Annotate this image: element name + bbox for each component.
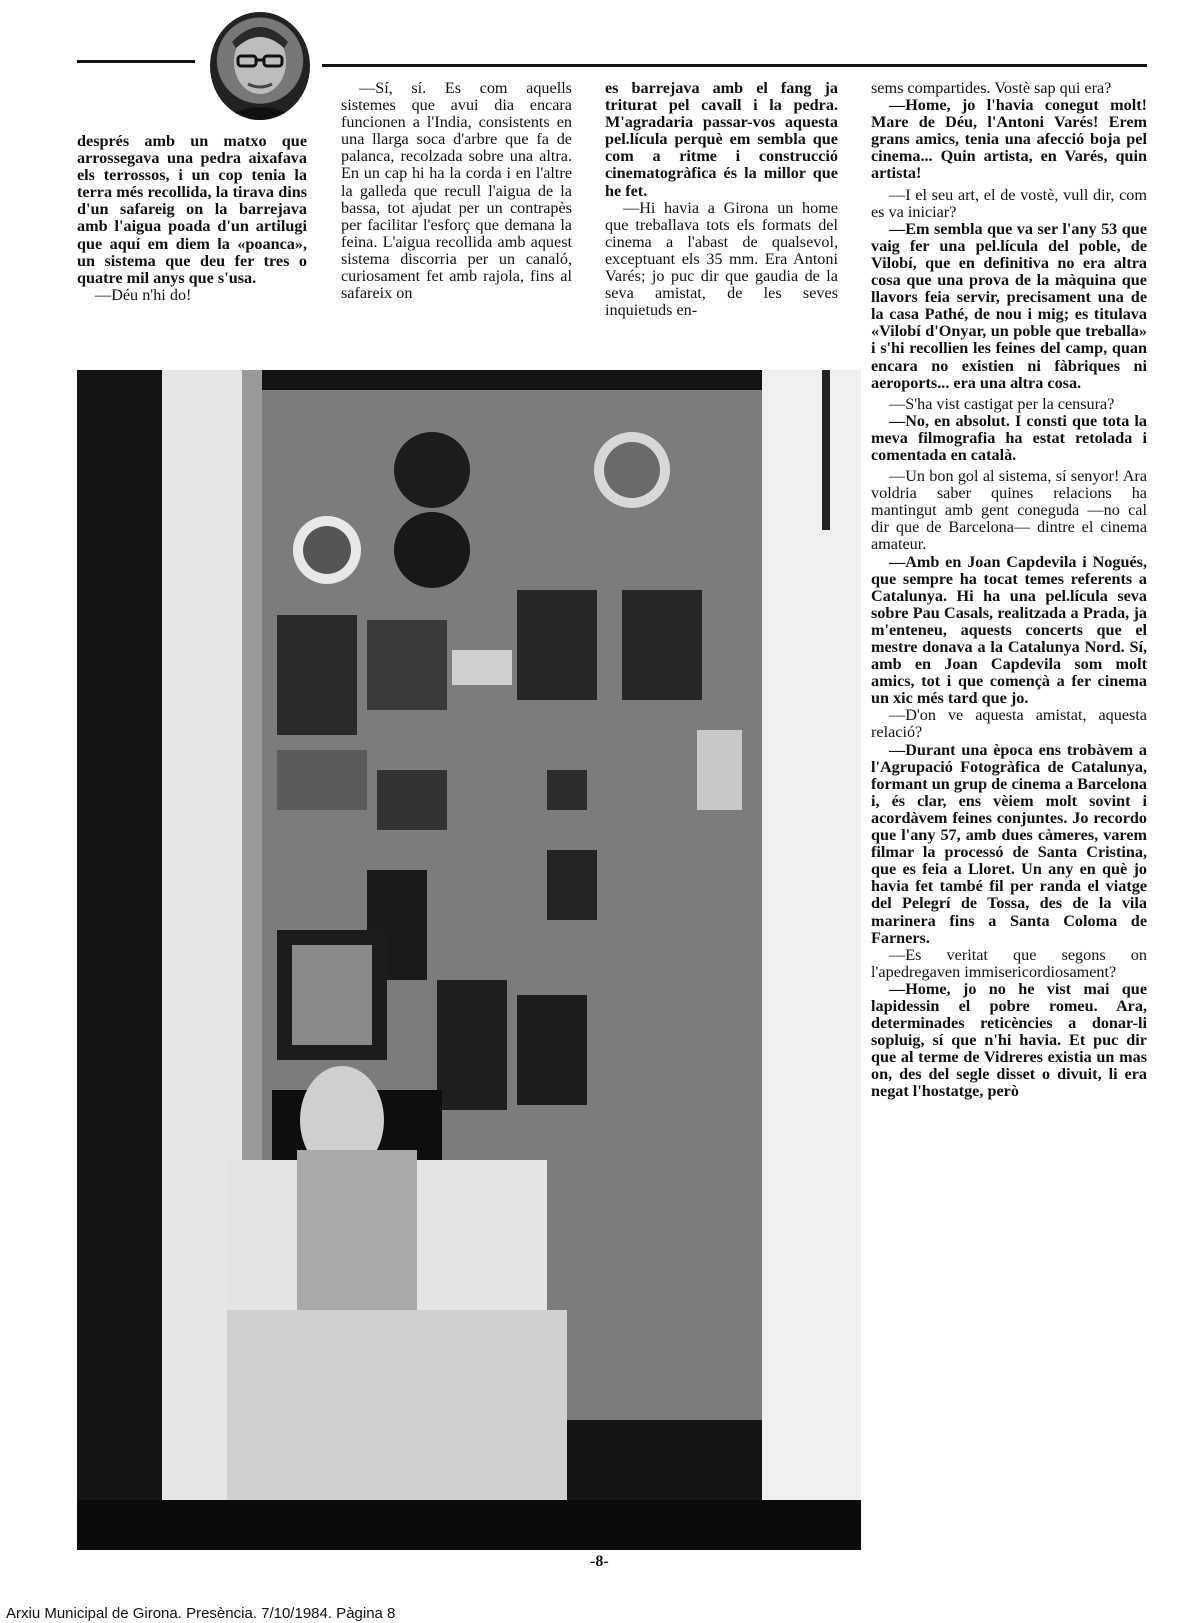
archive-footer: Arxiu Municipal de Girona. Presència. 7/10/1984. Pàgina 8 xyxy=(6,1605,396,1622)
col4-paragraph-6: —No, en absolut. I consti que tota la meva filmografia ha estat retolada i comentada en català. xyxy=(871,411,1147,464)
column-1 xyxy=(77,133,307,304)
col3-paragraph-2: —Hi havia a Girona un home que treballava tots els formats del cinema a l'abast de qualsevol, exceptuant els 35 mm. Era Antoni Varés; jo puc dir que gaudia de la seva amistat, de les seves inquietuds en- xyxy=(605,198,838,320)
col4-paragraph-5: —S'ha vist castigat per la censura? xyxy=(889,394,1115,413)
col1-paragraph-1: després amb un matxo que arrossegava una pedra aixafava els terrossos, i un cop tenia la terra més recollida, la tirava dins d'un safareig on la barrejava amb l'aigua poada d'un artilugi que aquí em diem la «poanca», un sistema que deu fer tres o quatre mil anys que s'usa. xyxy=(77,132,307,287)
author-portrait xyxy=(210,12,310,120)
column-3 xyxy=(605,80,838,319)
col2-paragraph-1: —Sí, sí. Es com aquells sistemes que avui dia encara funcionen a l'India, consistents en una llarga soca d'arbre que fa de palanca, recolzada sobre una altra. En un cap hi ha la corda i en l'altre la galleda que recull l'aigua de la bassa, tot ajudat per un contrapès per facilitar l'esforç que demana la feina. L'aigua recollida amb aquest sistema discorria per un canaló, curiosament fet amb rajola, fins al safareix on xyxy=(341,79,572,303)
col4-paragraph-1: sems compartides. Vostè sap qui era? xyxy=(871,79,1112,97)
photograph xyxy=(77,370,861,1550)
page-number: -8- xyxy=(590,1553,609,1570)
col4-paragraph-2: —Home, jo l'havia conegut molt! Mare de Déu, l'Antoni Varés! Erem grans amics, tenia una afecció boja pel cinema... Quin artista, en Varés, quin artista! xyxy=(871,96,1147,183)
col4-paragraph-12: —Home, jo no he vist mai que lapidessin el pobre romeu. Ara, determinades reticències a donar-li sopluig, sí que n'hi havia. Et puc dir que al terme de Vidreres existia un mas on, des del segle disset o divuit, li era negat l'hostatge, però xyxy=(871,979,1147,1101)
col4-paragraph-11: —Es veritat que segons on l'apedregaven immisericordiosament? xyxy=(871,945,1147,981)
column-4 xyxy=(871,80,1147,1101)
col4-paragraph-9: —D'on ve aquesta amistat, aquesta relació? xyxy=(871,706,1147,742)
col4-paragraph-8: —Amb en Joan Capdevila i Nogués, que sempre ha tocat temes referents a Catalunya. Hi ha una pel.lícula seva sobre Pau Casals, realitzada a Prada, ja m'enteneu, aquests concerts que el mestre donava a la Catalunya Nord. Sí, amb en Joan Capdevila som molt amics, tot i que començà a fer cinema un xic més tard que jo. xyxy=(871,552,1147,708)
col4-paragraph-4: —Em sembla que va ser l'any 53 que vaig fer una pel.lícula del poble, de Vilobí, que en definitiva no era altra cosa que una prova de la màquina que llavors feia servir, precisament una de la casa Pathé, de nou i mig; es titulava «Vilobí d'Onyar, un poble que treballa» i s'hi recollien les feines del camp, quan encara no existien ni fàbriques ni aeroports... era una altra cosa. xyxy=(871,219,1147,392)
top-rule-right xyxy=(322,64,1147,67)
col4-paragraph-7: —Un bon gol al sistema, sí senyor! Ara voldria saber quines relacions ha mantingut amb gent coneguda —no cal dir que de Barcelona— dintre el cinema amateur. xyxy=(871,467,1147,554)
column-2 xyxy=(341,80,572,302)
top-rule-left xyxy=(77,60,195,63)
col3-paragraph-1: es barrejava amb el fang ja triturat pel cavall i la pedra. M'agradaria passar-vos aquesta pel.lícula perquè em sembla que com a ritme i construcció cinematogràfica és la millor que he fet. xyxy=(605,79,838,200)
col4-paragraph-10: —Durant una època ens trobàvem a l'Agrupació Fotogràfica de Catalunya, formant un grup de cinema a Barcelona i, és clar, ens vèiem molt sovint i acordàvem feines conjuntes. Jo recordo que l'any 57, amb dues càmeres, varem filmar la processó de Santa Cristina, que es feia a Lloret. Un any en què jo havia fet també fil per randa el viatge del Pelegrí de Tossa, des de la vila marinera fins a Santa Coloma de Farners. xyxy=(871,740,1147,947)
col4-paragraph-3: —I el seu art, el de vostè, vull dir, com es va iniciar? xyxy=(871,185,1147,221)
col1-paragraph-2: —Déu n'hi do! xyxy=(95,285,192,304)
